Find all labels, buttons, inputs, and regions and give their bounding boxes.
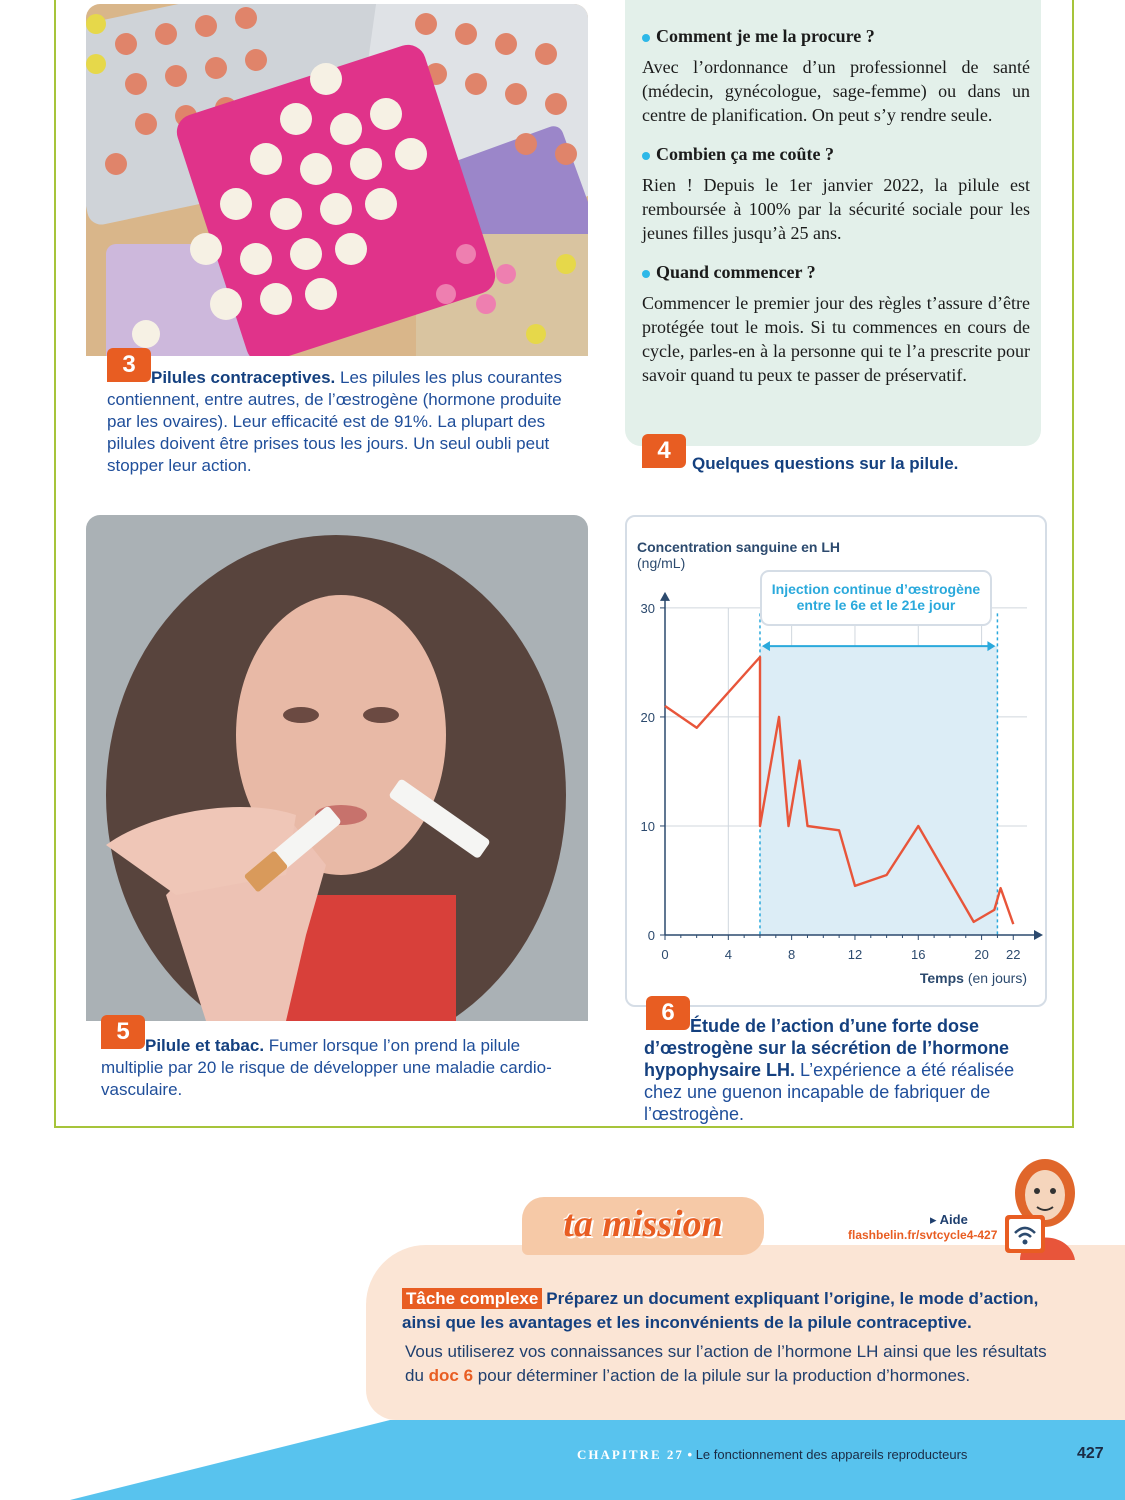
x-tick-label: 8 [788, 947, 796, 962]
y-tick-label: 30 [640, 600, 655, 616]
doc6-title: Étude de l’action d’une forte dose d’œstrogène sur la sécrétion de l’hormone hypophysaire LH. [644, 1016, 1010, 1080]
doc3-caption [107, 367, 589, 477]
question-3 [642, 262, 1030, 387]
doc6-caption [644, 1015, 1049, 1125]
x-tick-label: 22 [1006, 947, 1021, 962]
lh-chart [627, 517, 1045, 1005]
footer-bullet: • [687, 1447, 693, 1462]
pills-photo [86, 4, 588, 356]
cigarette-photo [86, 515, 588, 1021]
doc3-text: Les pilules les plus courantes contiennent, entre autres, de l’œstrogène (hormone produite par les ovaires). Leur efficacité est de 91%. La plupart des pilules doivent être prises tous les jours. Un seul oubli peut stopper leur action. [107, 368, 563, 475]
help-label: ▸ Aide [930, 1212, 968, 1227]
x-axis-arrow [1034, 930, 1043, 940]
question-1-title: Comment je me la procure ? [642, 26, 1030, 47]
question-3-answer: Commencer le premier jour des règles t’assure d’être protégée tout le mois. Si tu commences en cours de cycle, parles-en à la personne qui te l’a prescrite pour savoir quand tu peux te passer de préservatif. [642, 293, 1030, 385]
pills-illustration [86, 4, 588, 356]
doc4-caption: Quelques questions sur la pilule. [692, 454, 959, 473]
doc6-text: L’expérience a été réalisée chez une guenon incapable de fabriquer de l’œstrogène. [644, 1060, 1015, 1124]
page-number: 427 [1077, 1445, 1104, 1462]
x-tick-label: 0 [661, 947, 669, 962]
injection-period [760, 613, 997, 935]
y-axis-arrow [660, 592, 670, 601]
y-axis-label-bold: Concentration sanguine en LH [637, 539, 841, 555]
mission-title: ta mission [563, 1203, 723, 1245]
annotation-line-2: entre le 6e et le 21e jour [796, 597, 956, 613]
x-axis-label-bold: Temps [919, 970, 964, 986]
y-tick-label: 20 [640, 709, 655, 725]
instructions-after: pour déterminer l’action de la pilule sur la production d’hormones. [477, 1366, 971, 1385]
x-tick-label: 16 [911, 947, 926, 962]
mission-task [402, 1287, 1062, 1335]
lh-chart-box [625, 515, 1047, 1007]
question-2 [642, 144, 1030, 245]
doc6-reference[interactable]: doc 6 [428, 1366, 474, 1385]
question-3-title: Quand commencer ? [642, 262, 1030, 283]
injection-annotation [761, 571, 991, 625]
questions-box [625, 0, 1041, 446]
question-2-answer: Rien ! Depuis le 1er janvier 2022, la pilule est remboursée à 100% par la sécurité sociale pour les jeunes filles jusqu’à 25 ans. [642, 175, 1030, 243]
y-axis-unit: (ng/mL) [637, 555, 686, 571]
footer-chapter [577, 1447, 967, 1463]
doc5-text: Fumer lorsque l’on prend la pilule multiplie par 20 le risque de développer une maladie cardio-vasculaire. [101, 1036, 552, 1099]
y-tick-label: 0 [647, 928, 655, 943]
complex-task-tag: Tâche complexe [402, 1288, 542, 1309]
x-tick-label: 12 [847, 947, 863, 962]
task-text: Préparez un document expliquant l’origine, le mode d’action, ainsi que les avantages et les inconvénients de la pilule contraceptive. [402, 1289, 1039, 1332]
doc3-number: 3 [107, 348, 151, 382]
x-tick-label: 4 [724, 947, 732, 962]
doc4-number: 4 [642, 434, 686, 468]
doc5-number: 5 [101, 1015, 145, 1049]
mission-instructions [405, 1340, 1070, 1388]
x-axis-unit: (en jours) [967, 970, 1027, 986]
cigarette-illustration [86, 515, 588, 1021]
question-1 [642, 26, 1030, 127]
chapter-number: CHAPITRE 27 [577, 1447, 684, 1462]
y-tick-label: 10 [640, 818, 655, 834]
y-axis-label [637, 539, 840, 555]
annotation-line-1: Injection continue d’œstrogène [771, 581, 981, 597]
doc6-number: 6 [646, 996, 690, 1030]
doc5-title: Pilule et tabac. [145, 1036, 265, 1055]
instructions-before: Vous utiliserez vos connaissances sur l’action de l’hormone LH ainsi que les résultats du [405, 1342, 1047, 1385]
x-axis-label [920, 970, 1027, 986]
doc3-title: Pilules contraceptives. [151, 368, 336, 387]
question-2-title: Combien ça me coûte ? [642, 144, 1030, 165]
chapter-title: Le fonctionnement des appareils reproducteurs [695, 1447, 968, 1462]
student-avatar-icon [995, 1155, 1090, 1260]
doc5-caption [101, 1035, 586, 1101]
help-link[interactable]: flashbelin.fr/svtcycle4-427 [848, 1228, 998, 1242]
question-1-answer: Avec l’ordonnance d’un professionnel de santé (médecin, gynécologue, sage-femme) ou dans un centre de planification. On peut s’y rendre seule. [642, 57, 1030, 125]
x-tick-label: 20 [974, 947, 989, 962]
